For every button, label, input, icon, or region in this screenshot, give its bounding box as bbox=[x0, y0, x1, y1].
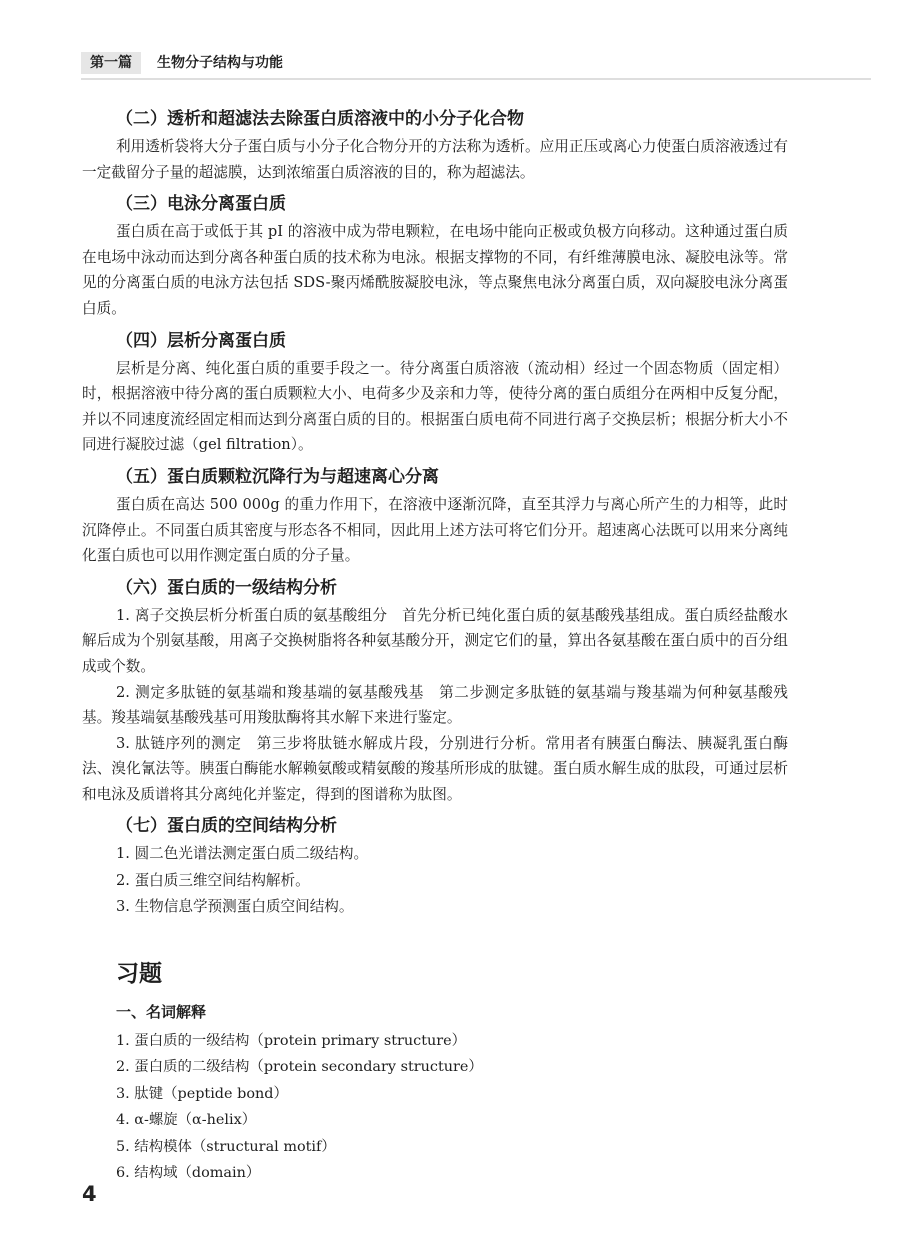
term-item: 1. 蛋白质的一级结构（protein primary structure） bbox=[116, 1032, 467, 1049]
section-heading: （二）透析和超滤法去除蛋白质溶液中的小分子化合物 bbox=[116, 109, 524, 129]
paragraph: 1. 离子交换层析分析蛋白质的氨基酸组分 首先分析已纯化蛋白质的氨基酸残基组成。蛋白质经盐酸水解后成为个别氨基酸，用离子交换树脂将各种氨基酸分开，测定它们的量，算出各氨基酸在蛋白质中的百分组成或个数。 bbox=[82, 606, 788, 675]
term-item: 6. 结构域（domain） bbox=[116, 1165, 261, 1181]
term-item: 4. α-螺旋（α-helix） bbox=[116, 1112, 257, 1129]
page-header bbox=[81, 48, 871, 80]
section-dialysis bbox=[82, 106, 788, 185]
paragraph: 蛋白质在高达 500 000g 的重力作用下，在溶液中逐渐沉降，直至其浮力与离心所产生的力相等，此时沉降停止。不同蛋白质其密度与形态各不相同，因此用上述方法可将它们分开。超速离心法既可以用来分离纯化蛋白质也可以用作测定蛋白质的分子量。 bbox=[82, 495, 788, 565]
section-chromatography bbox=[82, 328, 788, 458]
list-item: 1. 圆二色光谱法测定蛋白质二级结构。 bbox=[116, 845, 369, 863]
term-item: 3. 肽键（peptide bond） bbox=[116, 1085, 288, 1102]
section-heading: （四）层析分离蛋白质 bbox=[116, 330, 286, 351]
paragraph: 层析是分离、纯化蛋白质的重要手段之一。待分离蛋白质溶液（流动相）经过一个固态物质（固定相）时，根据溶液中待分离的蛋白质颗粒大小、电荷多少及亲和力等，使待分离的蛋白质组分在两相中反复分配，并以不同速度流经固定相而达到分离蛋白质的目的。根据蛋白质电荷不同进行离子交换层析；根据分析大小不同进行凝胶过滤（gel filtration）。 bbox=[82, 359, 788, 454]
section-ultracentrifugation bbox=[82, 464, 788, 569]
term-item: 5. 结构模体（structural motif） bbox=[116, 1138, 336, 1155]
exercises-section bbox=[82, 955, 788, 1186]
paragraph: 2. 测定多肽链的氨基端和羧基端的氨基酸残基 第二步测定多肽链的氨基端与羧基端为何种氨基酸残基。羧基端氨基酸残基可用羧肽酶将其水解下来进行鉴定。 bbox=[82, 683, 788, 727]
header-title: 生物分子结构与功能 bbox=[157, 55, 283, 71]
page-content bbox=[82, 100, 788, 1186]
term-item: 2. 蛋白质的二级结构（protein secondary structure） bbox=[116, 1059, 483, 1076]
section-heading: （五）蛋白质颗粒沉降行为与超速离心分离 bbox=[116, 466, 439, 487]
page-number: 4 bbox=[82, 1182, 97, 1206]
section-heading: （六）蛋白质的一级结构分析 bbox=[116, 577, 337, 598]
section-primary-structure bbox=[82, 575, 788, 808]
list-item: 2. 蛋白质三维空间结构解析。 bbox=[116, 871, 310, 889]
paragraph: 3. 肽链序列的测定 第三步将肽链水解成片段，分别进行分析。常用者有胰蛋白酶法、胰凝乳蛋白酶法、溴化氰法等。胰蛋白酶能水解赖氨酸或精氨酸的羧基所形成的肽键。蛋白质水解生成的肽段，可通过层析和电泳及质谱将其分离纯化并鉴定，得到的图谱称为肽图。 bbox=[82, 734, 788, 803]
section-heading: （七）蛋白质的空间结构分析 bbox=[116, 816, 337, 837]
section-electrophoresis bbox=[82, 191, 788, 321]
paragraph: 蛋白质在高于或低于其 pI 的溶液中成为带电颗粒，在电场中能向正极或负极方向移动。这种通过蛋白质在电场中泳动而达到分离各种蛋白质的技术称为电泳。根据支撑物的不同，有纤维薄膜电泳、凝胶电泳等。常见的分离蛋白质的电泳方法包括 SDS-聚丙烯酰胺凝胶电泳，等点聚焦电泳分离蛋白质，双向凝胶电泳分离蛋白质。 bbox=[82, 223, 788, 317]
exercises-subtitle: 一、名词解释 bbox=[116, 1002, 207, 1021]
section-spatial-structure bbox=[82, 813, 788, 921]
list-item: 3. 生物信息学预测蛋白质空间结构。 bbox=[116, 898, 354, 916]
section-heading: （三）电泳分离蛋白质 bbox=[116, 194, 286, 215]
paragraph: 利用透析袋将大分子蛋白质与小分子化合物分开的方法称为透析。应用正压或离心力使蛋白质溶液透过有一定截留分子量的超滤膜，达到浓缩蛋白质溶液的目的，称为超滤法。 bbox=[82, 138, 788, 181]
exercises-title: 习题 bbox=[116, 960, 162, 987]
chapter-tag: 第一篇 bbox=[81, 52, 141, 74]
